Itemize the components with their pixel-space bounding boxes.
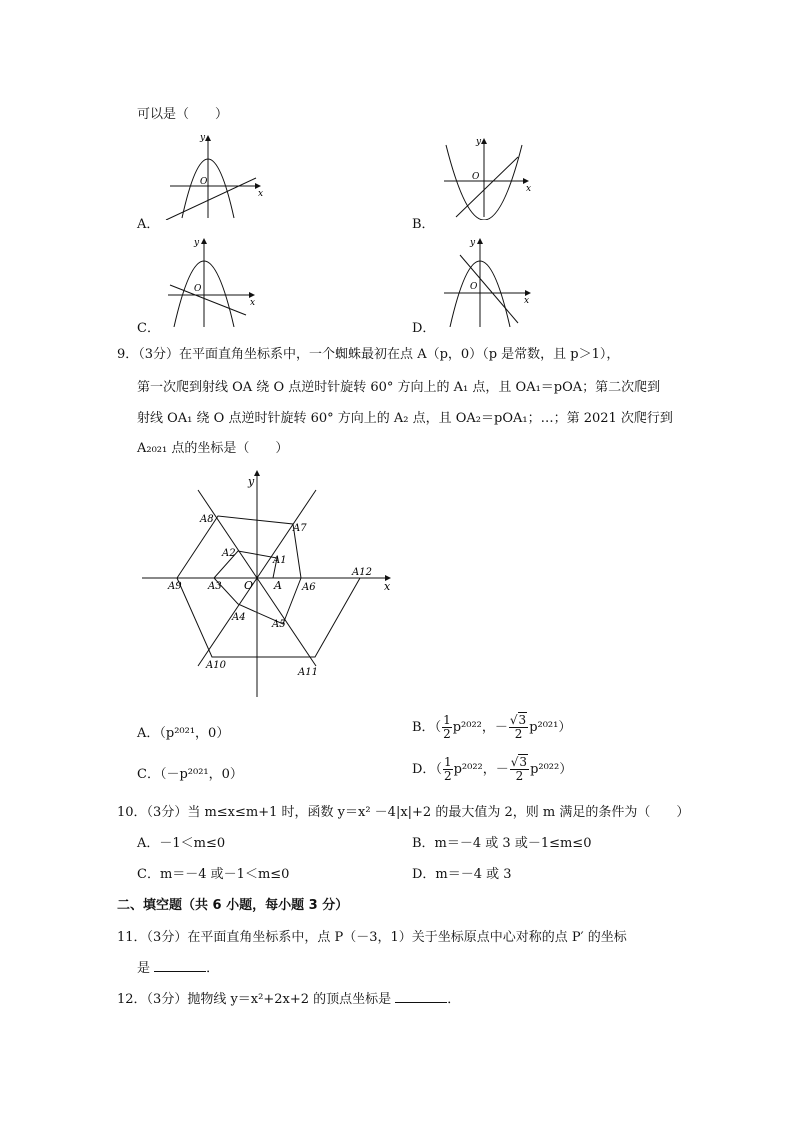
q9-text-1b: A（p，0）: [417, 347, 483, 362]
q9-text-1a: 在平面直角坐标系中，一个蜘蛛最初在点: [179, 347, 414, 362]
q9-option-d-label: D．: [412, 762, 436, 777]
fig-a5: A5: [272, 619, 286, 630]
q9-option-b-frac: [442, 714, 452, 741]
q9-option-b-frac-n: 1: [443, 713, 451, 727]
graph-d-o: O: [470, 282, 478, 292]
q12-tail: ．: [447, 992, 461, 1007]
fig-x: x: [384, 580, 391, 593]
fig-a8: A8: [200, 514, 214, 525]
graph-c-x: x: [250, 298, 256, 308]
q9-option-d-root: 3: [519, 755, 528, 769]
fig-a3: A3: [208, 581, 222, 592]
graph-d-y: y: [470, 238, 476, 248]
q8-graph-c: [162, 235, 262, 327]
graph-b-x: x: [526, 184, 532, 194]
q8-tail-text: 可以是（ ）: [137, 107, 229, 122]
q9-option-b-p2: p²⁰²¹: [529, 720, 559, 735]
q9-option-c[interactable]: [137, 763, 243, 782]
q9-option-a[interactable]: [137, 722, 229, 741]
q9-line-2: 第一次爬到射线 OA 绕 O 点逆时针旋转 60° 方向上的 A₁ 点，且 OA₁＝pOA；第二次爬到: [137, 380, 661, 395]
section-2-heading: 二、填空题（共 6 小题，每小题 3 分）: [117, 898, 349, 913]
q8-option-d[interactable]: D．: [412, 321, 436, 336]
q9-option-b-root: 3: [518, 713, 527, 727]
q9-option-b-close: ）: [558, 720, 572, 735]
q9-number: 9．（3分）: [117, 347, 180, 362]
fig-a7: A7: [293, 523, 307, 534]
q11-line-2: [137, 957, 219, 976]
q9-option-d-open: （: [435, 762, 442, 777]
q9-line-4: A₂₀₂₁ 点的坐标是（ ）: [137, 441, 289, 456]
q9-option-d-frac-n: 1: [443, 755, 452, 769]
q9-option-d-p1: p²⁰²²，－: [453, 762, 509, 777]
q10-line: [117, 801, 689, 820]
q12-number: 12．（3分）: [117, 992, 188, 1007]
q10-option-c[interactable]: C．m＝－4 或－1＜m≤0: [137, 867, 290, 882]
q9-text-1c: （p 是常数，且 p＞1），: [482, 347, 620, 362]
q9-option-b-frac-d: 2: [443, 727, 451, 741]
q9-option-b-frac2-d: 2: [514, 727, 523, 741]
q9-option-d[interactable]: [412, 756, 572, 783]
q9-option-b-root-frac: $\frac{√3}{2}$: [509, 713, 527, 741]
q11-text: 在平面直角坐标系中，点 P（－3，1）关于坐标原点中心对称的点 P′ 的坐标: [187, 930, 627, 945]
fig-o: O: [244, 579, 254, 592]
q9-spiral-figure: [140, 465, 400, 700]
q10-option-d[interactable]: D．m＝－4 或 3: [412, 867, 512, 882]
fig-a10: A10: [206, 660, 226, 671]
q11-tail-a: 是: [137, 961, 151, 976]
q12-answer-blank[interactable]: [395, 991, 447, 1003]
q11-number: 11．（3分）: [117, 930, 188, 945]
graph-c-y: y: [194, 238, 200, 248]
fig-a9: A9: [168, 581, 182, 592]
fig-a1: A1: [273, 555, 287, 566]
fig-a4: A4: [232, 612, 246, 623]
q9-option-b-label: B．: [412, 720, 435, 735]
q10-option-a[interactable]: A．－1＜m≤0: [137, 836, 226, 851]
q9-option-d-root-frac: $\frac{√3}{2}$: [510, 755, 528, 783]
q8-option-c[interactable]: C．: [137, 321, 160, 336]
q9-option-b[interactable]: [412, 714, 571, 741]
q8-graph-d: [438, 235, 538, 327]
q11-tail-b: ．: [206, 961, 220, 976]
q9-option-d-close: ）: [559, 762, 573, 777]
q9-option-a-label: A．: [137, 726, 160, 741]
q9-option-c-label: C．: [137, 767, 160, 782]
graph-d-x: x: [524, 296, 530, 306]
q9-option-d-frac-d: 2: [443, 769, 452, 783]
fig-a6: A6: [302, 582, 316, 593]
graph-b-y: y: [476, 137, 482, 147]
q10-option-b[interactable]: B．m＝－4 或 3 或－1≤m≤0: [412, 836, 592, 851]
graph-b-o: O: [472, 172, 480, 182]
fig-a12: A12: [352, 567, 372, 578]
q9-line-3: 射线 OA₁ 绕 O 点逆时针旋转 60° 方向上的 A₂ 点，且 OA₂＝pOA₁；…；第 2021 次爬行到: [137, 411, 673, 426]
fig-y: y: [248, 475, 255, 488]
q8-option-b[interactable]: B．: [412, 217, 435, 232]
graph-c-o: O: [194, 284, 202, 294]
q12-line: [117, 988, 460, 1007]
q9-line-1: [117, 343, 619, 362]
graph-a-o: O: [200, 177, 208, 187]
q9-option-b-open: （: [434, 720, 442, 735]
q10-text: 当 m≤x≤m+1 时，函数 y＝x² －4|x|+2 的最大值为 2，则 m 满足的条件为（ ）: [187, 805, 690, 820]
q8-graph-b: [438, 135, 538, 220]
q10-number: 10．（3分）: [117, 805, 188, 820]
q9-option-d-frac: [443, 756, 453, 783]
graph-a-y: y: [200, 133, 206, 143]
q9-option-b-p1: p²⁰²²，－: [452, 720, 508, 735]
q9-option-d-p2: p²⁰²²: [530, 762, 560, 777]
q9-option-a-text: （p²⁰²¹，0）: [159, 726, 230, 741]
q8-graph-a: [160, 130, 270, 220]
q11-answer-blank[interactable]: [154, 960, 206, 972]
fig-a: A: [274, 579, 282, 592]
fig-a2: A2: [222, 548, 236, 559]
q12-text: 抛物线 y＝x²+2x+2 的顶点坐标是: [187, 992, 392, 1007]
fig-a11: A11: [298, 667, 318, 678]
q8-option-a[interactable]: A．: [137, 217, 160, 232]
q9-option-d-frac2-d: 2: [515, 769, 524, 783]
graph-a-x: x: [258, 189, 264, 199]
q11-line: [117, 926, 627, 945]
q9-option-c-text: （－p²⁰²¹，0）: [159, 767, 243, 782]
